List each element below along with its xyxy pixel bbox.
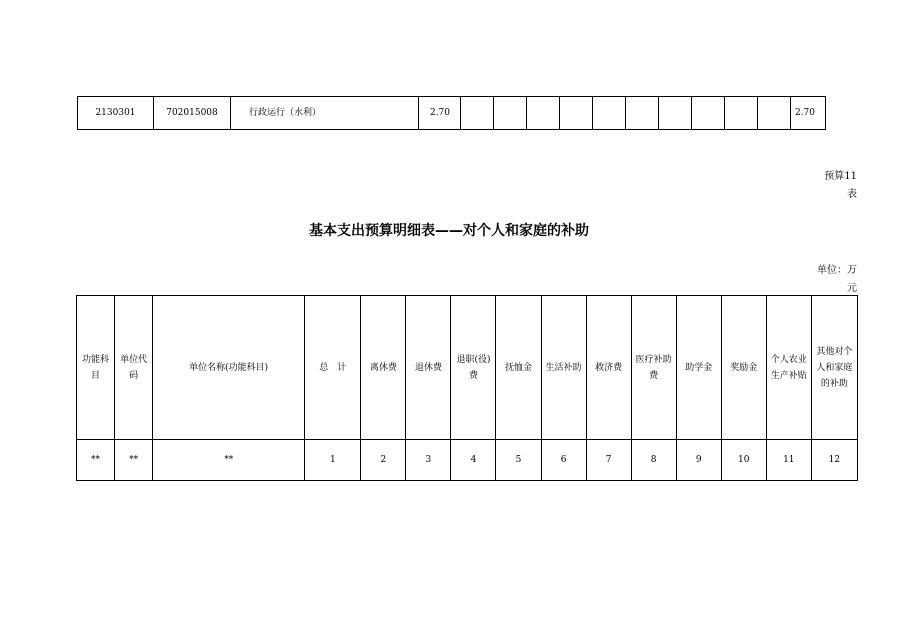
column-index-cell: 12	[811, 440, 857, 481]
value-cell	[461, 97, 494, 130]
column-header-line: 码	[129, 370, 139, 381]
column-index-cell: 3	[406, 440, 451, 481]
table-row	[78, 97, 826, 130]
unit-label-line2: 元	[847, 283, 857, 294]
column-header-line: 医疗补助	[635, 354, 672, 365]
column-header-line: 费	[649, 370, 659, 381]
column-header-line: 助学金	[685, 362, 713, 373]
column-header	[541, 296, 586, 440]
column-header	[115, 296, 153, 440]
table-index-row	[77, 440, 858, 481]
unit-label-line1: 单位：万	[817, 265, 857, 276]
column-header-line: 人和家庭	[816, 362, 853, 373]
value-cell	[527, 97, 560, 130]
column-header-line: 离休费	[369, 362, 397, 373]
page-title: 基本支出预算明细表——对个人和家庭的补助	[309, 223, 589, 239]
column-index-cell: 2	[361, 440, 406, 481]
value-cell	[725, 97, 758, 130]
column-header-line: 个人农业	[770, 354, 807, 365]
column-header	[153, 296, 305, 440]
column-header	[451, 296, 496, 440]
column-header-line: 的补助	[820, 378, 848, 389]
value-cell	[494, 97, 527, 130]
column-header	[631, 296, 676, 440]
column-header-line: 生活补助	[545, 362, 582, 373]
column-header	[676, 296, 721, 440]
table-header-row	[77, 296, 858, 440]
column-header-line: 单位名称(功能科目)	[189, 362, 269, 373]
total-cell: 2.70	[419, 97, 461, 130]
column-header-line: 退职(役)	[456, 354, 491, 365]
column-header-line: 总 计	[319, 362, 347, 373]
column-index-cell: 6	[541, 440, 586, 481]
value-cell	[626, 97, 659, 130]
value-cell	[593, 97, 626, 130]
budget-table-number	[824, 168, 857, 204]
column-header-line: 奖励金	[730, 362, 758, 373]
function-code-cell: 2130301	[78, 97, 154, 130]
unit-name-cell: 行政运行（水利）	[231, 97, 419, 130]
value-cell	[692, 97, 725, 130]
value-cell	[659, 97, 692, 130]
column-header-line: 生产补贴	[770, 370, 807, 381]
column-header-line: 费	[468, 370, 478, 381]
column-index-cell: 5	[496, 440, 541, 481]
column-header	[811, 296, 857, 440]
column-header-line: 目	[91, 370, 101, 381]
column-header	[361, 296, 406, 440]
column-header	[496, 296, 541, 440]
column-header	[766, 296, 811, 440]
value-cell	[758, 97, 791, 130]
budget-label-line2: 表	[847, 189, 857, 200]
column-header-line: 救济费	[595, 362, 623, 373]
value-cell-last: 2.70	[791, 97, 826, 130]
column-header	[586, 296, 631, 440]
column-index-cell: 8	[631, 440, 676, 481]
unit-label	[817, 262, 857, 298]
column-index-cell: 11	[766, 440, 811, 481]
column-header	[406, 296, 451, 440]
column-index-cell: 7	[586, 440, 631, 481]
column-header-line: 退休费	[414, 362, 442, 373]
column-index-cell: **	[153, 440, 305, 481]
column-index-cell: 10	[721, 440, 766, 481]
column-index-cell: 1	[305, 440, 361, 481]
previous-table-row	[77, 96, 826, 130]
budget-label-line1: 预算11	[824, 171, 857, 182]
column-index-cell: 9	[676, 440, 721, 481]
unit-code-cell: 702015008	[154, 97, 231, 130]
column-header-line: 功能科	[82, 354, 110, 365]
column-index-cell: **	[115, 440, 153, 481]
column-header	[721, 296, 766, 440]
subsidy-detail-table	[76, 295, 858, 481]
column-index-cell: **	[77, 440, 115, 481]
value-cell	[560, 97, 593, 130]
column-index-cell: 4	[451, 440, 496, 481]
column-header-line: 其他对个	[816, 346, 853, 357]
column-header-line: 抚恤金	[505, 362, 533, 373]
column-header	[305, 296, 361, 440]
column-header	[77, 296, 115, 440]
column-header-line: 单位代	[120, 354, 148, 365]
